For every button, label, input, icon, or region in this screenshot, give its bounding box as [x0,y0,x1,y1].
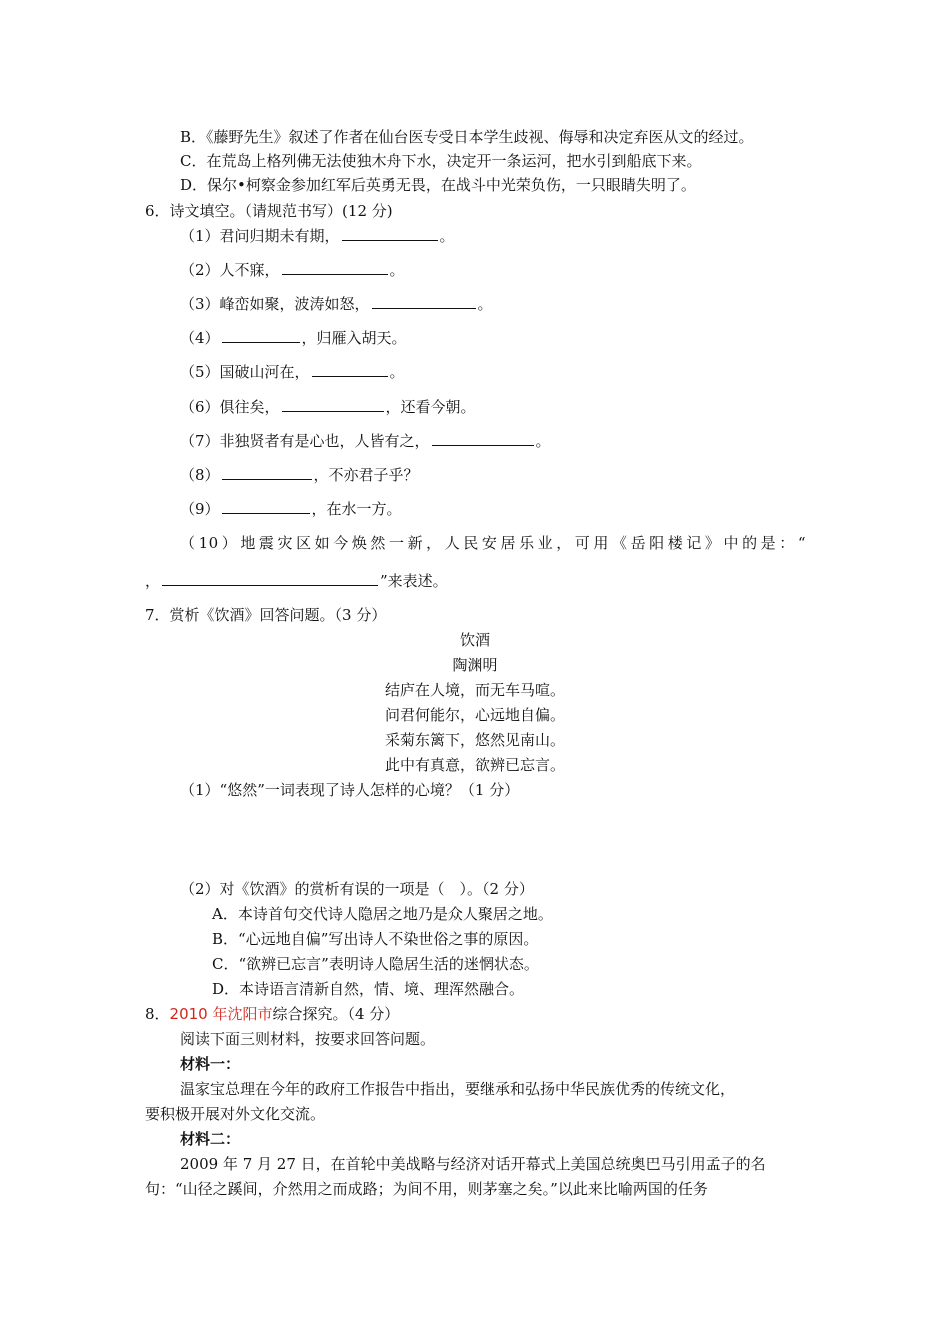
q6-item-3-pre: （3）峰峦如聚，波涛如怒， [180,295,370,313]
q6-item-6-post: ，还看今朝。 [385,398,476,416]
q6-item-5 [180,361,405,383]
q8-number: 8． [145,1005,170,1023]
q6-item-10-pre: ， [145,572,161,590]
material-2-line-2: 句：“山径之蹊间，介然用之而成路；为间不用，则茅塞之矣。”以此来比喻两国的任务 [145,1180,708,1198]
q6-item-3-blank[interactable] [372,294,476,309]
q6-item-8-pre: （8） [180,466,220,484]
q8-intro: 阅读下面三则材料，按要求回答问题。 [180,1030,436,1048]
poem-author: 陶渊明 [452,656,498,674]
q7-option-c: C．“欲辨已忘言”表明诗人隐居生活的迷惘状态。 [212,955,539,973]
material-1-line-2: 要积极开展对外文化交流。 [145,1105,326,1123]
q7-title: 7．赏析《饮酒》回答问题。（3 分） [145,606,387,624]
q6-item-10-post: ”来表述。 [380,572,448,590]
q6-item-2-pre: （2）人不寐， [180,261,280,279]
q6-item-9-blank[interactable] [222,499,310,514]
q6-item-9-pre: （9） [180,500,220,518]
q6-item-4-blank[interactable] [222,328,300,343]
q5-option-c: C．在荒岛上格列佛无法使独木舟下水，决定开一条运河，把水引到船底下来。 [180,152,702,170]
q6-item-4-pre: （4） [180,329,220,347]
q8-source-highlight: 2010 年沈阳市 [169,1005,273,1023]
q8-title [145,1003,399,1025]
q7-option-a: A．本诗首句交代诗人隐居之地乃是众人聚居之地。 [212,905,553,923]
poem-line-3: 采菊东篱下，悠然见南山。 [384,731,565,749]
q6-item-10-blank[interactable] [162,571,378,586]
q6-item-8 [180,464,419,486]
q6-item-9-post: ，在水一方。 [311,500,402,518]
q6-item-1-pre: （1）君问归期未有期， [180,227,340,245]
q6-item-8-blank[interactable] [222,465,312,480]
q6-item-6-pre: （6）俱往矣， [180,398,280,416]
q6-item-9 [180,498,402,520]
poem-line-4: 此中有真意，欲辨已忘言。 [384,756,565,774]
q6-item-5-pre: （5）国破山河在， [180,363,310,381]
q6-item-1-blank[interactable] [342,226,438,241]
q6-item-3 [180,293,493,315]
q6-item-7-post: 。 [535,432,551,450]
material-2-line-1: 2009 年 7 月 27 日，在首轮中美战略与经济对话开幕式上美国总统奥巴马引用孟子的名 [180,1155,766,1173]
poem-line-2: 问君何能尔，心远地自偏。 [384,706,565,724]
q6-item-7-blank[interactable] [432,431,534,446]
q6-item-1 [180,225,455,247]
q6-item-5-post: 。 [389,363,405,381]
poem-line-1: 结庐在人境，而无车马喧。 [384,681,565,699]
material-1-label: 材料一： [180,1055,241,1073]
poem-title: 饮酒 [459,631,490,649]
q6-item-7 [180,430,551,452]
q8-title-rest: 综合探究。（4 分） [272,1005,400,1023]
q6-item-4 [180,327,407,349]
q5-option-d: D．保尔•柯察金参加红军后英勇无畏，在战斗中光荣负伤，一只眼睛失明了。 [180,176,696,194]
q6-item-10-line2 [145,570,448,592]
q7-option-b: B．“心远地自偏”写出诗人不染世俗之事的原因。 [212,930,539,948]
q6-item-6 [180,396,476,418]
q6-item-1-post: 。 [439,227,455,245]
q6-item-4-post: ，归雁入胡天。 [301,329,407,347]
q7-sub-question-2: （2）对《饮酒》的赏析有误的一项是（ ）。（2 分） [180,880,534,898]
q6-item-3-post: 。 [477,295,493,313]
q7-option-d: D．本诗语言清新自然，情、境、理浑然融合。 [212,980,525,998]
q6-item-10-line1: （10）地震灾区如今焕然一新，人民安居乐业，可用《岳阳楼记》中的是：“ [180,534,806,552]
q6-item-2 [180,259,405,281]
material-1-line-1: 温家宝总理在今年的政府工作报告中指出，要继承和弘扬中华民族优秀的传统文化， [180,1080,736,1098]
q6-item-2-post: 。 [389,261,405,279]
q6-item-2-blank[interactable] [282,260,388,275]
q6-item-5-blank[interactable] [312,362,388,377]
q7-sub-question-1: （1）“悠然”一词表现了诗人怎样的心境？（1 分） [180,781,520,799]
q6-item-8-post: ，不亦君子乎？ [313,466,419,484]
q5-option-b: B．《藤野先生》叙述了作者在仙台医专受日本学生歧视、侮辱和决定弃医从文的经过。 [180,128,754,146]
q6-title: 6．诗文填空。（请规范书写）(12 分) [145,202,393,220]
q6-item-7-pre: （7）非独贤者有是心也，人皆有之， [180,432,430,450]
material-2-label: 材料二： [180,1130,241,1148]
q6-item-6-blank[interactable] [282,397,384,412]
